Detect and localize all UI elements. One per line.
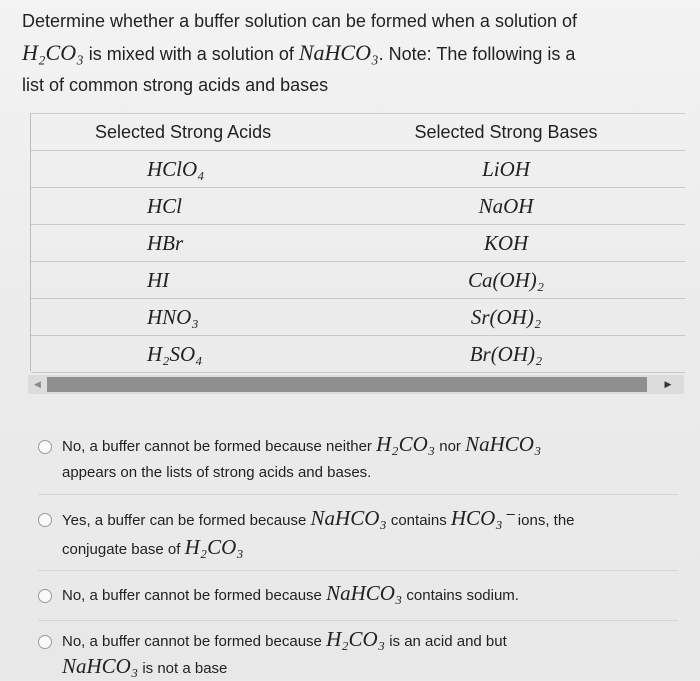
acid-cell <box>31 262 353 299</box>
question-text <box>22 6 682 101</box>
header-strong-acids-label: Selected Strong Acids <box>95 121 272 142</box>
option-1-formula-2: NaHCO₃ <box>465 432 542 456</box>
scroll-right-arrow-icon[interactable]: ▶ <box>664 379 672 389</box>
option-1-part-a: No, a buffer cannot be formed because neither <box>62 438 372 455</box>
acid-formula-cell: HClO₄ <box>147 156 205 181</box>
header-strong-bases-label: Selected Strong Bases <box>414 121 598 142</box>
option-1-part-c: appears on the lists of strong acids and bases. <box>62 464 372 481</box>
base-cell <box>353 299 685 336</box>
base-cell <box>353 336 685 373</box>
strong-acids-bases-table-container <box>30 113 685 371</box>
header-strong-bases <box>353 114 685 151</box>
option-4-part-c: is not a base <box>142 660 228 677</box>
option-4-formula-2: NaHCO₃ <box>62 654 139 678</box>
acid-formula-cell: HBr <box>147 230 184 255</box>
acid-cell <box>31 151 353 188</box>
option-divider <box>38 620 678 621</box>
salt-formula: NaHCO₃ <box>298 40 379 65</box>
option-2-part-a: Yes, a buffer can be formed because <box>62 512 307 529</box>
acid-cell <box>31 299 353 336</box>
base-cell <box>353 225 685 262</box>
question-line-3 <box>22 70 682 101</box>
acid-formula-cell: HI <box>147 267 170 292</box>
table-row <box>31 188 685 225</box>
answer-option-2[interactable] <box>38 508 678 566</box>
option-4-text <box>62 627 672 681</box>
scrollbar-thumb[interactable] <box>47 377 647 392</box>
option-divider <box>38 570 678 571</box>
answer-option-1[interactable] <box>38 432 678 488</box>
radio-button-option-1[interactable] <box>38 440 52 454</box>
base-cell <box>353 151 685 188</box>
radio-button-option-4[interactable] <box>38 635 52 649</box>
base-formula-cell: Br(OH)₂ <box>469 341 543 366</box>
base-formula-cell: Sr(OH)₂ <box>470 304 542 329</box>
scroll-left-arrow-icon[interactable]: ◀ <box>34 379 41 389</box>
option-2-formula-1: NaHCO₃ <box>310 506 387 530</box>
option-1-part-b: nor <box>439 438 461 455</box>
question-line-1 <box>22 6 682 37</box>
option-4-part-b: is an acid and but <box>389 633 507 650</box>
acid-cell <box>31 188 353 225</box>
option-divider <box>38 494 678 495</box>
radio-button-option-2[interactable] <box>38 513 52 527</box>
option-2-part-d: conjugate base of <box>62 541 181 558</box>
table-row <box>31 336 685 373</box>
answer-option-3[interactable] <box>38 582 678 612</box>
option-4-formula-1: H₂CO₃ <box>326 627 386 651</box>
base-formula-cell: LiOH <box>482 156 530 181</box>
table-row <box>31 225 685 262</box>
question-line-2 <box>22 37 682 70</box>
base-formula-cell: KOH <box>483 230 529 255</box>
option-2-text <box>62 505 672 563</box>
strong-acids-bases-table <box>31 113 685 373</box>
option-3-formula-1: NaHCO₃ <box>326 581 403 605</box>
acid-cell <box>31 336 353 373</box>
option-3-text <box>62 580 672 609</box>
option-2-formula-3: H₂CO₃ <box>184 535 244 559</box>
option-4-part-a: No, a buffer cannot be formed because <box>62 633 322 650</box>
horizontal-scrollbar[interactable] <box>28 375 684 394</box>
question-tail-text: . Note: The following is a <box>378 44 576 64</box>
option-1-formula-1: H₂CO₃ <box>376 432 436 456</box>
table-row <box>31 299 685 336</box>
option-2-part-c: ions, the <box>517 512 575 529</box>
answer-option-4[interactable] <box>38 628 678 678</box>
table-header-row <box>31 114 685 151</box>
header-strong-acids <box>31 114 353 151</box>
base-cell <box>353 188 685 225</box>
option-1-text <box>62 431 672 486</box>
radio-button-option-3[interactable] <box>38 589 52 603</box>
table-row <box>31 151 685 188</box>
acid-formula-cell: H₂SO₄ <box>147 341 203 366</box>
question-line-3-text: list of common strong acids and bases <box>22 75 329 95</box>
option-2-formula-2: HCO₃⁻ <box>450 506 514 530</box>
base-formula-cell: Ca(OH)₂ <box>467 267 545 292</box>
base-cell <box>353 262 685 299</box>
option-2-part-b: contains <box>390 512 447 529</box>
question-mid-text: is mixed with a solution of <box>88 44 294 64</box>
table-row <box>31 262 685 299</box>
option-3-part-a: No, a buffer cannot be formed because <box>62 587 322 604</box>
acid-cell <box>31 225 353 262</box>
base-formula-cell: NaOH <box>478 193 534 218</box>
option-3-part-b: contains sodium. <box>406 587 519 604</box>
acid-formula: H₂CO₃ <box>22 40 84 65</box>
acid-formula-cell: HNO₃ <box>147 304 199 329</box>
acid-formula-cell: HCl <box>147 193 183 218</box>
question-line-1-text: Determine whether a buffer solution can be formed when a solution of <box>22 11 577 31</box>
